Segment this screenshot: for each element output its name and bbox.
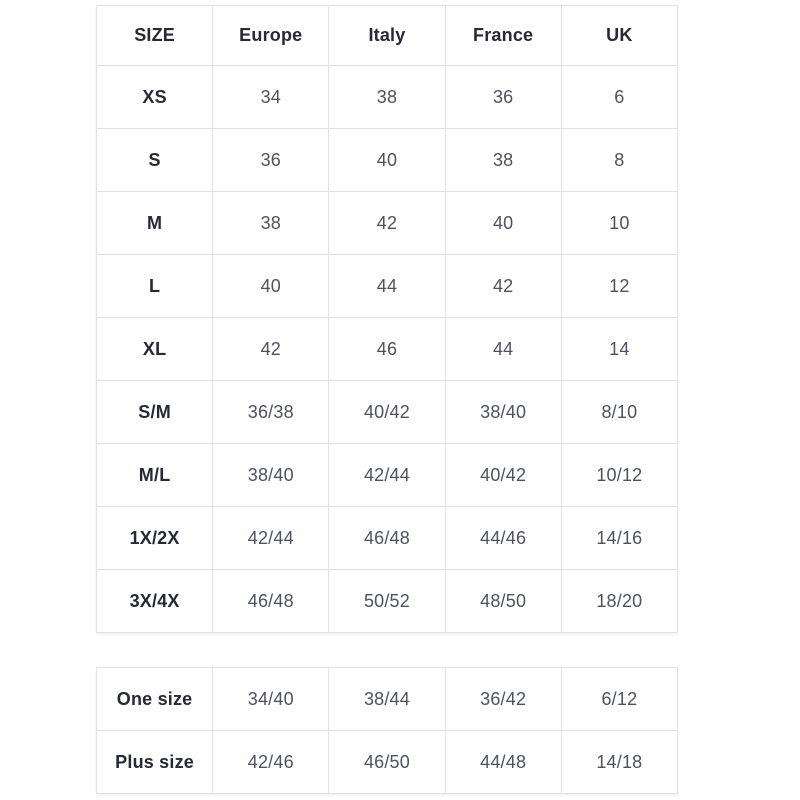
special-sizes-table-body (97, 668, 678, 794)
table-cell: 46/50 (329, 731, 445, 794)
table-cell: 14/18 (561, 731, 677, 794)
table-row-l (97, 255, 678, 318)
row-label: Plus size (97, 731, 213, 794)
row-label: 3X/4X (97, 570, 213, 633)
table-row-ml (97, 444, 678, 507)
column-header-italy: Italy (329, 6, 445, 66)
table-row-sm (97, 381, 678, 444)
table-cell: 46/48 (329, 507, 445, 570)
table-cell: 8 (561, 129, 677, 192)
table-row-1x2x (97, 507, 678, 570)
table-cell: 14 (561, 318, 677, 381)
column-header-france: France (445, 6, 561, 66)
row-label: S (97, 129, 213, 192)
table-cell: 46/48 (213, 570, 329, 633)
table-cell: 50/52 (329, 570, 445, 633)
row-label: L (97, 255, 213, 318)
table-cell: 44 (445, 318, 561, 381)
table-cell: 18/20 (561, 570, 677, 633)
table-cell: 38/44 (329, 668, 445, 731)
row-label: XS (97, 66, 213, 129)
table-cell: 38 (445, 129, 561, 192)
table-cell: 10/12 (561, 444, 677, 507)
row-label: One size (97, 668, 213, 731)
table-cell: 42/44 (329, 444, 445, 507)
size-table-body (97, 66, 678, 633)
table-row-xs (97, 66, 678, 129)
table-cell: 38/40 (445, 381, 561, 444)
row-label: M/L (97, 444, 213, 507)
table-row-m (97, 192, 678, 255)
table-cell: 40/42 (329, 381, 445, 444)
table-cell: 6 (561, 66, 677, 129)
table-cell: 40 (445, 192, 561, 255)
table-cell: 10 (561, 192, 677, 255)
table-row-3x4x (97, 570, 678, 633)
column-header-size: SIZE (97, 6, 213, 66)
table-cell: 38 (329, 66, 445, 129)
table-cell: 48/50 (445, 570, 561, 633)
table-cell: 42 (445, 255, 561, 318)
table-cell: 44 (329, 255, 445, 318)
table-cell: 42/44 (213, 507, 329, 570)
column-header-uk: UK (561, 6, 677, 66)
table-cell: 40/42 (445, 444, 561, 507)
table-cell: 34/40 (213, 668, 329, 731)
table-cell: 40 (213, 255, 329, 318)
table-cell: 36 (213, 129, 329, 192)
table-row-xl (97, 318, 678, 381)
table-cell: 44/48 (445, 731, 561, 794)
row-label: 1X/2X (97, 507, 213, 570)
table-row-one-size (97, 668, 678, 731)
table-row-s (97, 129, 678, 192)
table-cell: 8/10 (561, 381, 677, 444)
table-cell: 42/46 (213, 731, 329, 794)
table-cell: 46 (329, 318, 445, 381)
row-label: S/M (97, 381, 213, 444)
size-conversion-table (96, 5, 678, 633)
table-row-plus-size (97, 731, 678, 794)
row-label: XL (97, 318, 213, 381)
table-cell: 34 (213, 66, 329, 129)
table-cell: 40 (329, 129, 445, 192)
table-cell: 38/40 (213, 444, 329, 507)
table-cell: 42 (329, 192, 445, 255)
table-cell: 36 (445, 66, 561, 129)
table-cell: 36/38 (213, 381, 329, 444)
table-cell: 36/42 (445, 668, 561, 731)
size-table-header (97, 6, 678, 66)
table-cell: 44/46 (445, 507, 561, 570)
column-header-europe: Europe (213, 6, 329, 66)
table-cell: 6/12 (561, 668, 677, 731)
row-label: M (97, 192, 213, 255)
header-row (97, 6, 678, 66)
table-cell: 42 (213, 318, 329, 381)
special-sizes-table (96, 667, 678, 794)
table-cell: 14/16 (561, 507, 677, 570)
table-cell: 12 (561, 255, 677, 318)
table-cell: 38 (213, 192, 329, 255)
